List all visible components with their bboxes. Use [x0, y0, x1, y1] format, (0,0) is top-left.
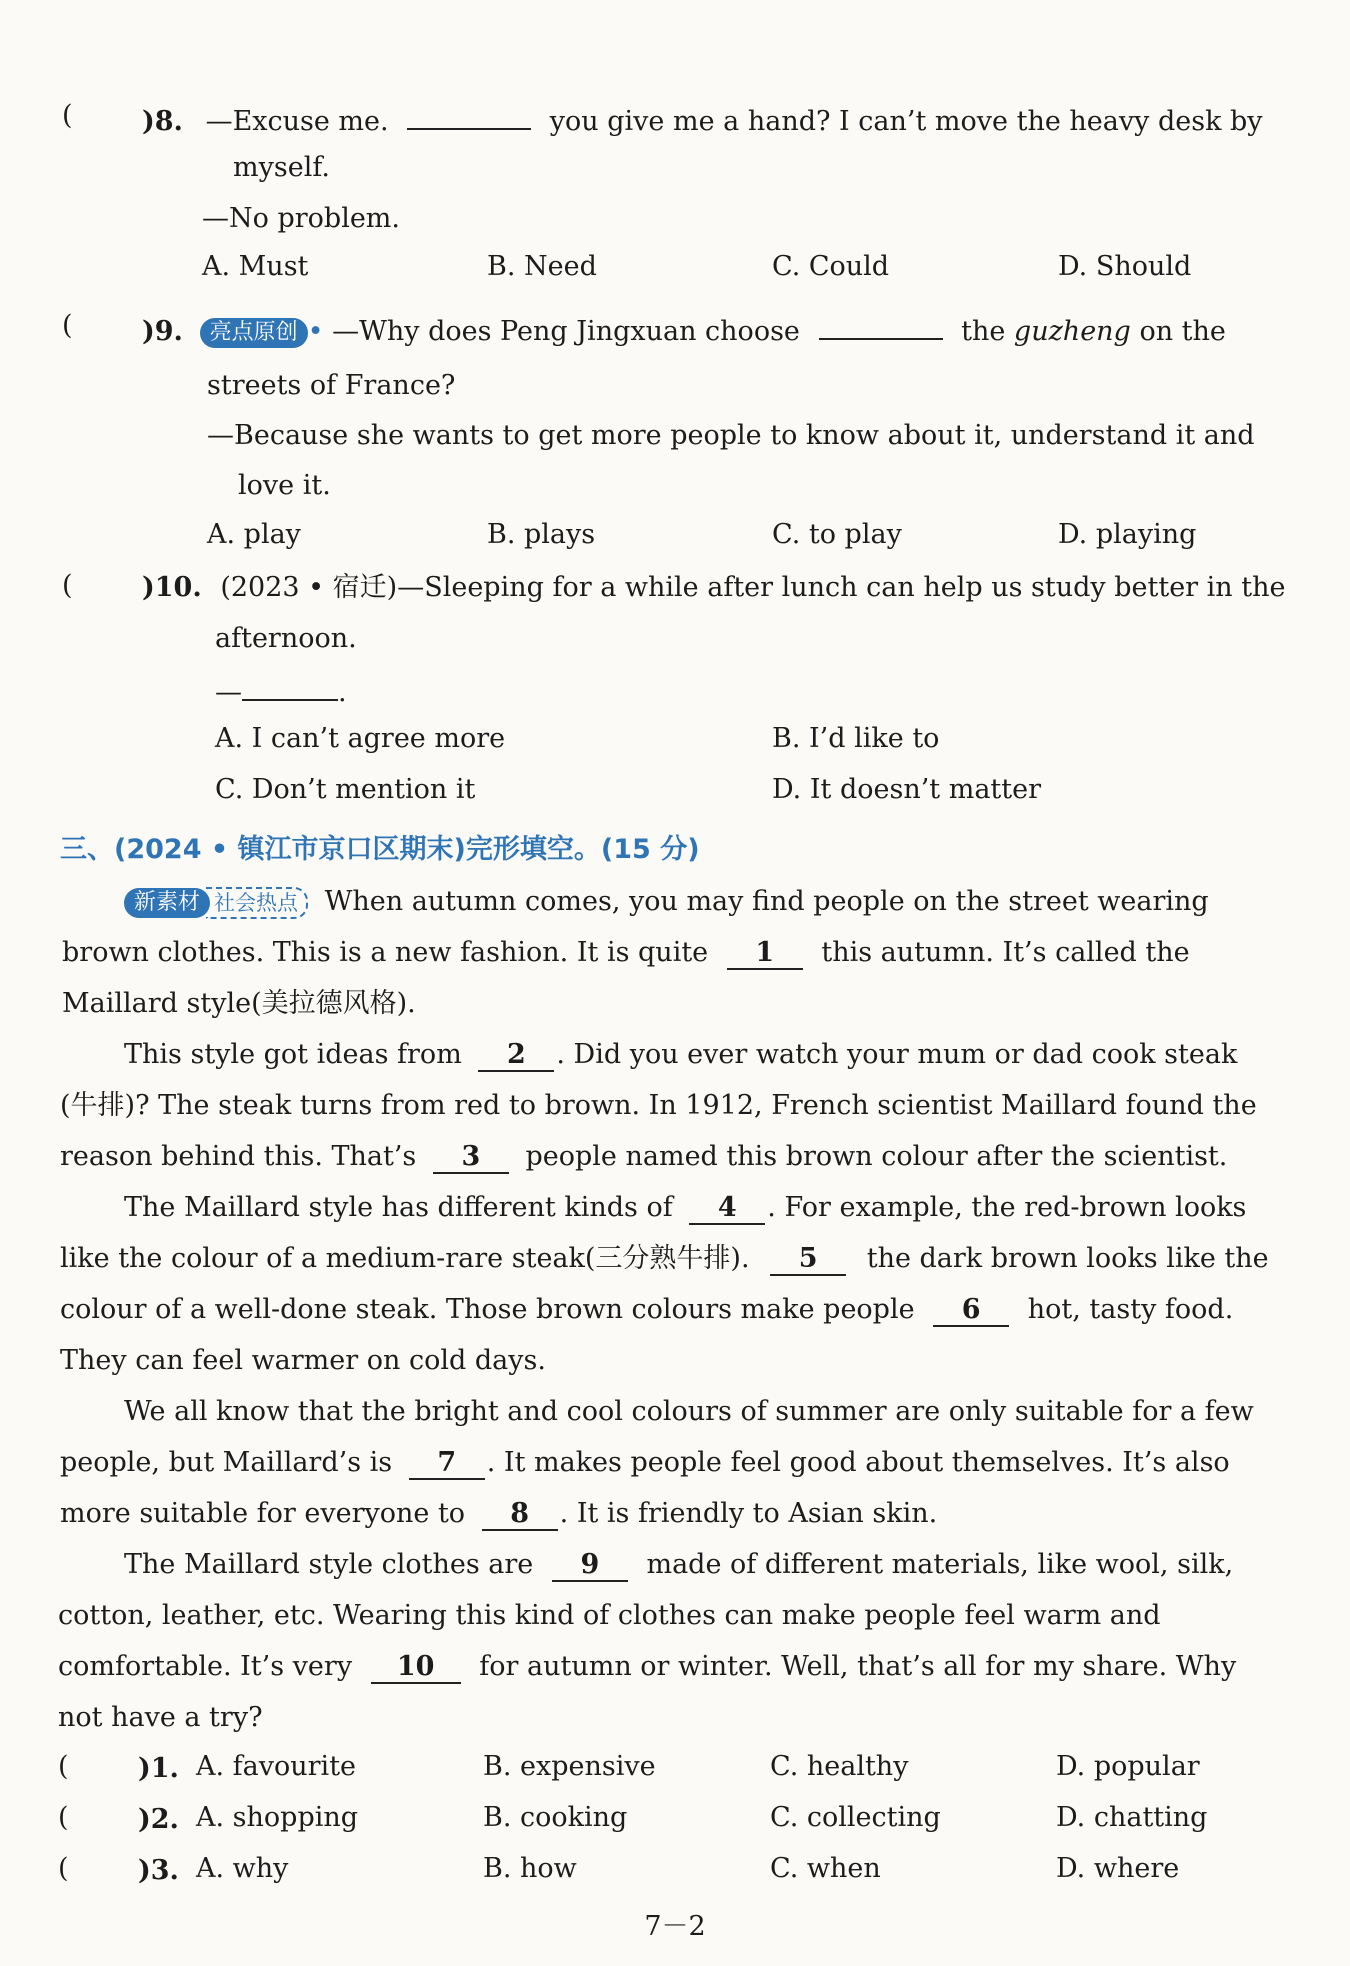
numbered-blank-4[interactable]: 4 — [689, 1193, 765, 1225]
passage-line — [124, 1547, 1233, 1583]
passage-line — [124, 1037, 1237, 1073]
passage-text: hot, tasty food. — [1027, 1294, 1234, 1325]
passage-line: We all know that the bright and cool colours of summer are only suitable for a few — [124, 1396, 1254, 1427]
passage-line — [60, 1445, 1230, 1481]
passage-text: . It makes people feel good about themselves. It’s also — [486, 1447, 1230, 1478]
passage-line: Maillard style(美拉德风格). — [62, 988, 416, 1019]
option-c[interactable]: C. collecting — [770, 1802, 941, 1833]
stem-text: (2023 • 宿迁)—Sleeping for a while after lunch can help us study better in the — [220, 572, 1286, 603]
passage-text: people named this brown colour after the scientist. — [525, 1141, 1228, 1172]
question-9-reply-cont: love it. — [238, 470, 331, 501]
answer-paren[interactable]: ( — [62, 310, 73, 341]
question-number: )8. — [142, 106, 183, 137]
stem-text: —Excuse me. — [205, 106, 389, 137]
question-number: )3. — [138, 1855, 179, 1886]
answer-blank[interactable] — [819, 310, 943, 340]
numbered-blank-6[interactable]: 6 — [933, 1295, 1009, 1327]
option-d[interactable]: D. chatting — [1056, 1802, 1208, 1833]
numbered-blank-8[interactable]: 8 — [482, 1499, 558, 1531]
option-b[interactable]: B. Need — [487, 251, 597, 282]
passage-text: reason behind this. That’s — [60, 1141, 417, 1172]
passage-text: comfortable. It’s very — [58, 1651, 353, 1682]
passage-line — [60, 1292, 1233, 1328]
passage-text: . It is friendly to Asian skin. — [559, 1498, 938, 1529]
option-c[interactable]: C. Don’t mention it — [215, 774, 476, 805]
question-9-reply: —Because she wants to get more people to know about it, understand it and — [207, 420, 1255, 451]
option-a[interactable]: A. play — [207, 519, 301, 550]
answer-paren[interactable]: ( — [62, 570, 73, 601]
passage-text: The Maillard style has different kinds of — [124, 1192, 673, 1223]
option-b[interactable]: B. plays — [487, 519, 596, 550]
passage-text: like the colour of a medium-rare steak(三分熟牛排). — [60, 1243, 750, 1274]
new-material-badge: 新素材 — [124, 888, 210, 918]
passage-line — [124, 1190, 1246, 1226]
question-number: )1. — [138, 1753, 179, 1784]
passage-text: . Did you ever watch your mum or dad cook steak — [556, 1039, 1238, 1070]
passage-line: not have a try? — [58, 1702, 263, 1733]
original-badge: 亮点原创 — [200, 318, 308, 348]
passage-text: The Maillard style clothes are — [124, 1549, 534, 1580]
passage-line: cotton, leather, etc. Wearing this kind of clothes can make people feel warm and — [58, 1600, 1161, 1631]
option-a[interactable]: A. Must — [202, 251, 309, 282]
passage-line: They can feel warmer on cold days. — [60, 1345, 546, 1376]
question-9-stem: )9. 亮点原创 • —Why does Peng Jingxuan choose the guzheng on the — [142, 310, 1226, 350]
stem-text: the — [961, 316, 1006, 347]
answer-paren[interactable]: ( — [58, 1751, 69, 1782]
numbered-blank-7[interactable]: 7 — [409, 1448, 485, 1480]
option-d[interactable]: D. playing — [1058, 519, 1197, 550]
passage-text: for autumn or winter. Well, that’s all for my share. Why — [479, 1651, 1237, 1682]
question-10-reply — [215, 671, 347, 711]
passage-line — [62, 935, 1190, 971]
question-8-stem — [142, 100, 1263, 140]
stem-text: —Why does Peng Jingxuan choose — [332, 316, 800, 347]
passage-text: more suitable for everyone to — [60, 1498, 466, 1529]
option-c[interactable]: C. healthy — [770, 1751, 909, 1782]
passage-line: (牛排)? The steak turns from red to brown. In 1912, French scientist Maillard found the — [60, 1090, 1257, 1121]
option-b[interactable]: B. cooking — [483, 1802, 628, 1833]
passage-line — [60, 1241, 1269, 1277]
question-10-stem — [142, 570, 1286, 606]
passage-text: When autumn comes, you may find people on the street wearing — [324, 886, 1209, 917]
numbered-blank-10[interactable]: 10 — [371, 1652, 461, 1684]
option-b[interactable]: B. expensive — [483, 1751, 656, 1782]
numbered-blank-1[interactable]: 1 — [727, 938, 803, 970]
question-8-reply: —No problem. — [202, 203, 400, 234]
section-title: 三、(2024 • 镇江市京口区期末)完形填空。(15 分) — [60, 834, 700, 865]
question-number: )10. — [142, 572, 202, 603]
page-number: 7－2 — [644, 1911, 706, 1942]
question-10-stem-cont: afternoon. — [215, 623, 357, 654]
passage-text: this autumn. It’s called the — [821, 937, 1190, 968]
passage-text: . For example, the red-brown looks — [767, 1192, 1247, 1223]
passage-text: made of different materials, like wool, silk, — [646, 1549, 1234, 1580]
passage-text: the dark brown looks like the — [866, 1243, 1269, 1274]
option-b[interactable]: B. how — [483, 1853, 577, 1884]
hot-topic-badge: 社会热点 — [206, 887, 308, 919]
option-c[interactable]: C. to play — [772, 519, 902, 550]
option-b[interactable]: B. I’d like to — [772, 723, 940, 754]
question-8-stem-cont: myself. — [233, 152, 330, 183]
option-c[interactable]: C. when — [770, 1853, 881, 1884]
passage-line — [124, 884, 1284, 920]
numbered-blank-3[interactable]: 3 — [433, 1142, 509, 1174]
answer-blank[interactable] — [407, 100, 531, 130]
answer-blank[interactable] — [242, 671, 338, 701]
option-a[interactable]: A. why — [196, 1853, 289, 1884]
period: . — [338, 677, 347, 708]
option-a[interactable]: A. shopping — [196, 1802, 359, 1833]
numbered-blank-2[interactable]: 2 — [478, 1040, 554, 1072]
passage-text: brown clothes. This is a new fashion. It is quite — [62, 937, 709, 968]
question-number: )9. — [142, 316, 183, 347]
question-9-stem-cont: streets of France? — [207, 370, 456, 401]
italic-term: guzheng — [1013, 316, 1131, 347]
option-a[interactable]: A. I can’t agree more — [215, 723, 506, 754]
option-d[interactable]: D. It doesn’t matter — [772, 774, 1042, 805]
option-d[interactable]: D. Should — [1058, 251, 1192, 282]
option-c[interactable]: C. Could — [772, 251, 890, 282]
passage-text: people, but Maillard’s is — [60, 1447, 393, 1478]
passage-text: This style got ideas from — [124, 1039, 462, 1070]
passage-text: colour of a well-done steak. Those brown colours make people — [60, 1294, 915, 1325]
question-number: )2. — [138, 1804, 179, 1835]
numbered-blank-5[interactable]: 5 — [770, 1244, 846, 1276]
option-d[interactable]: D. where — [1056, 1853, 1180, 1884]
passage-line — [60, 1496, 937, 1532]
stem-text: you give me a hand? I can’t move the heavy desk by — [549, 106, 1263, 137]
answer-paren[interactable]: ( — [62, 100, 73, 131]
passage-line — [58, 1649, 1236, 1685]
stem-text: on the — [1139, 316, 1226, 347]
option-a[interactable]: A. favourite — [196, 1751, 357, 1782]
answer-paren[interactable]: ( — [58, 1853, 69, 1884]
numbered-blank-9[interactable]: 9 — [552, 1550, 628, 1582]
answer-paren[interactable]: ( — [58, 1802, 69, 1833]
passage-line — [60, 1139, 1227, 1175]
option-d[interactable]: D. popular — [1056, 1751, 1200, 1782]
dash: — — [215, 677, 242, 708]
